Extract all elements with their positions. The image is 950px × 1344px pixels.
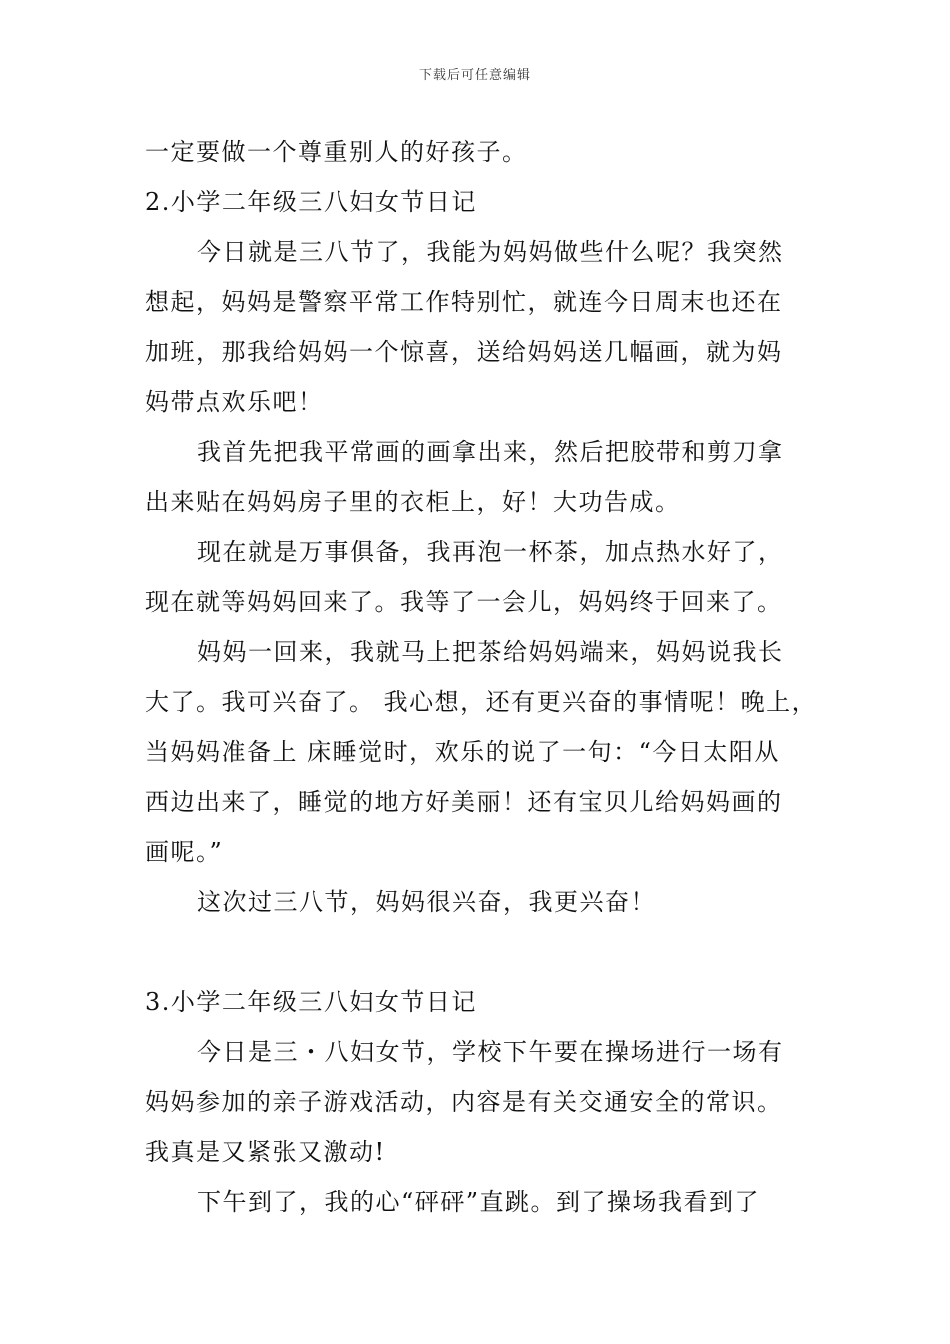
text-line: 3.小学二年级三八妇女节日记: [145, 988, 477, 1016]
text-line: 一定要做一个尊重别人的好孩子。: [145, 138, 528, 166]
text-line: 我首先把我平常画的画拿出来，然后把胶带和剪刀拿: [197, 438, 784, 466]
blank-line: [145, 927, 835, 977]
document-body: [145, 127, 835, 1227]
text-line: 现在就等妈妈回来了。我等了一会儿，妈妈终于回来了。: [145, 588, 783, 616]
text-line: 妈妈参加的亲子游戏活动，内容是有关交通安全的常识。: [145, 1088, 783, 1116]
text-line: 画呢。”: [145, 838, 224, 866]
text-line: 妈带点欢乐吧！: [145, 388, 324, 416]
text-line: 想起，妈妈是警察平常工作特别忙，就连今日周末也还在: [145, 288, 783, 316]
text-line: 这次过三八节，妈妈很兴奋，我更兴奋！: [197, 888, 656, 916]
text-line: 下午到了，我的心“砰砰”直跳。到了操场我看到了: [197, 1188, 761, 1216]
text-line: 我真是又紧张又激动!: [145, 1138, 386, 1166]
text-line: 今日是三・八妇女节，学校下午要在操场进行一场有: [197, 1038, 784, 1066]
page-header: 下载后可任意编辑: [418, 68, 531, 83]
text-line: 出来贴在妈妈房子里的衣柜上，好！大功告成。: [145, 488, 681, 516]
text-line: 当妈妈准备上 床睡觉时，欢乐的说了一句：“今日太阳从: [145, 738, 780, 766]
text-line: 加班，那我给妈妈一个惊喜，送给妈妈送几幅画，就为妈: [145, 338, 783, 366]
text-line: 2.小学二年级三八妇女节日记: [145, 188, 477, 216]
text-line: 今日就是三八节了，我能为妈妈做些什么呢？我突然: [197, 238, 784, 266]
text-line: 大了。我可兴奋了。 我心想，还有更兴奋的事情呢！晚上，: [145, 688, 818, 716]
text-line: 西边出来了，睡觉的地方好美丽！还有宝贝儿给妈妈画的: [145, 788, 783, 816]
text-line: 现在就是万事俱备，我再泡一杯茶，加点热水好了，: [197, 538, 784, 566]
text-line: 妈妈一回来，我就马上把茶给妈妈端来，妈妈说我长: [197, 638, 784, 666]
